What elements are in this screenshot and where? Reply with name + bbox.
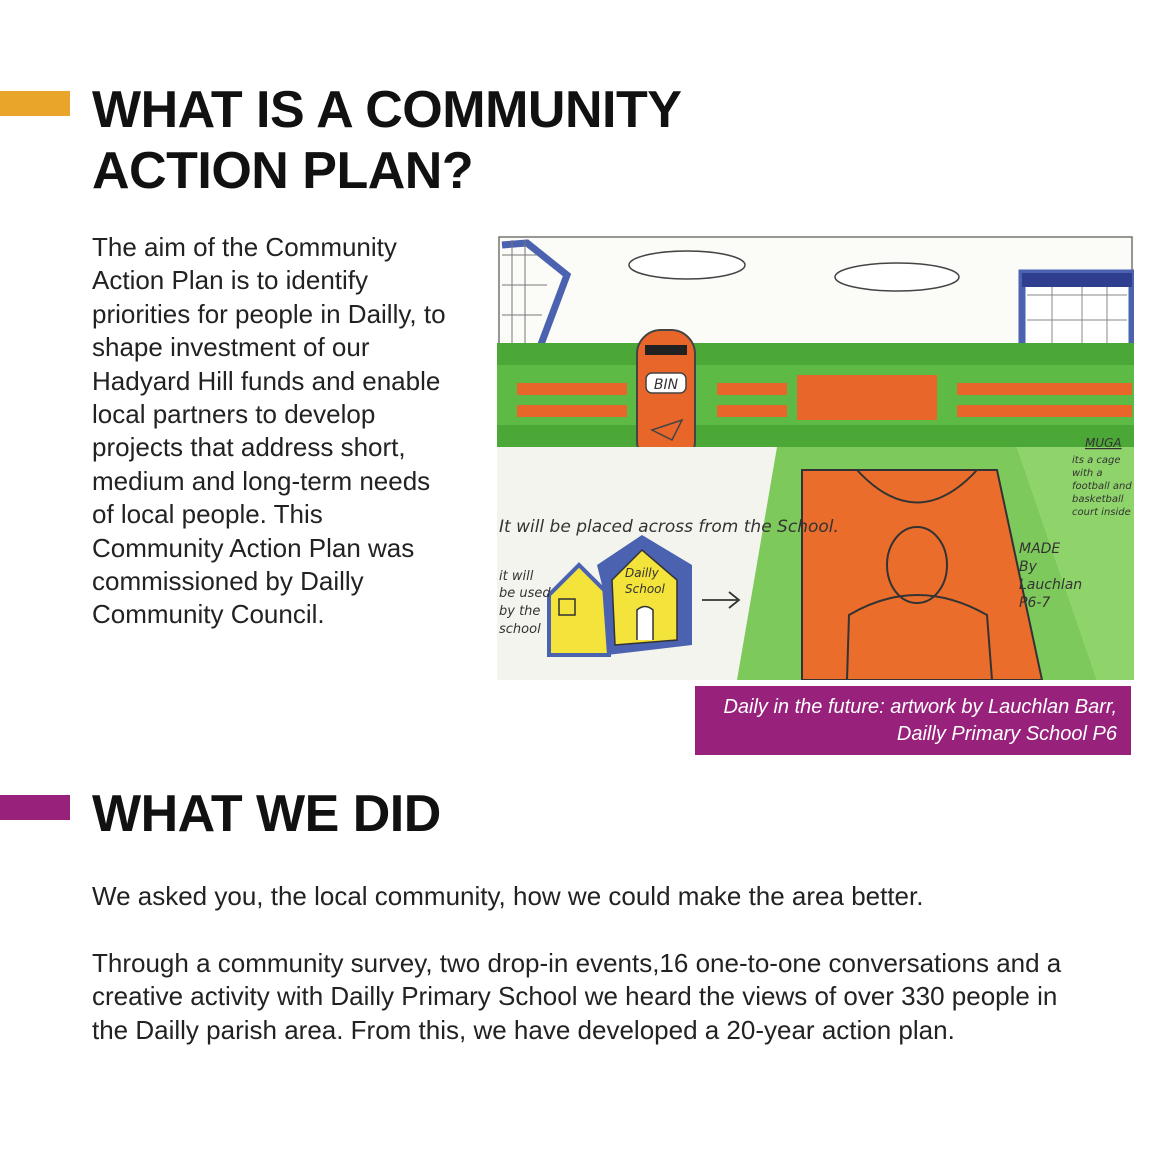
note-placement: It will be placed across from the School. (499, 517, 839, 537)
artist-signature: MADE By Lauchlan P6-7 (1019, 541, 1083, 611)
bin-label: BIN (653, 377, 679, 393)
school-label: Dailly School (625, 566, 665, 596)
what-we-did-paragraph-1: We asked you, the local community, how we could make the area better. (92, 881, 924, 911)
child-artwork-illustration (497, 235, 1134, 680)
intro-paragraph: The aim of the Community Action Plan is to identify priorities for people in Dailly, to shape investment of our Hadyard Hill funds and enable local partners to develop projects that address short, medium and long-term needs of local people. This Community Action Plan was commissioned by Dailly Community Council. (92, 232, 446, 630)
section-accent-bar-orange (0, 91, 70, 116)
page-title: WHAT IS A COMMUNITY ACTION PLAN? (92, 81, 681, 200)
note-school-use: it will be used by the school (499, 569, 551, 637)
artwork-caption: Daily in the future: artwork by Lauchlan Barr, Dailly Primary School P6 (695, 686, 1131, 755)
muga-note: its a cage with a football and basketball court inside (1072, 455, 1132, 518)
section-title: WHAT WE DID (92, 785, 441, 843)
muga-title: MUGA (1085, 436, 1122, 450)
what-we-did-paragraph-2: Through a community survey, two drop-in events,16 one-to-one conversations and a creative activity with Dailly Primary School we heard the views of over 330 people in the Dailly parish area. From this, we have developed a 20-year action plan. (92, 948, 1062, 1045)
section-accent-bar-purple (0, 795, 70, 820)
